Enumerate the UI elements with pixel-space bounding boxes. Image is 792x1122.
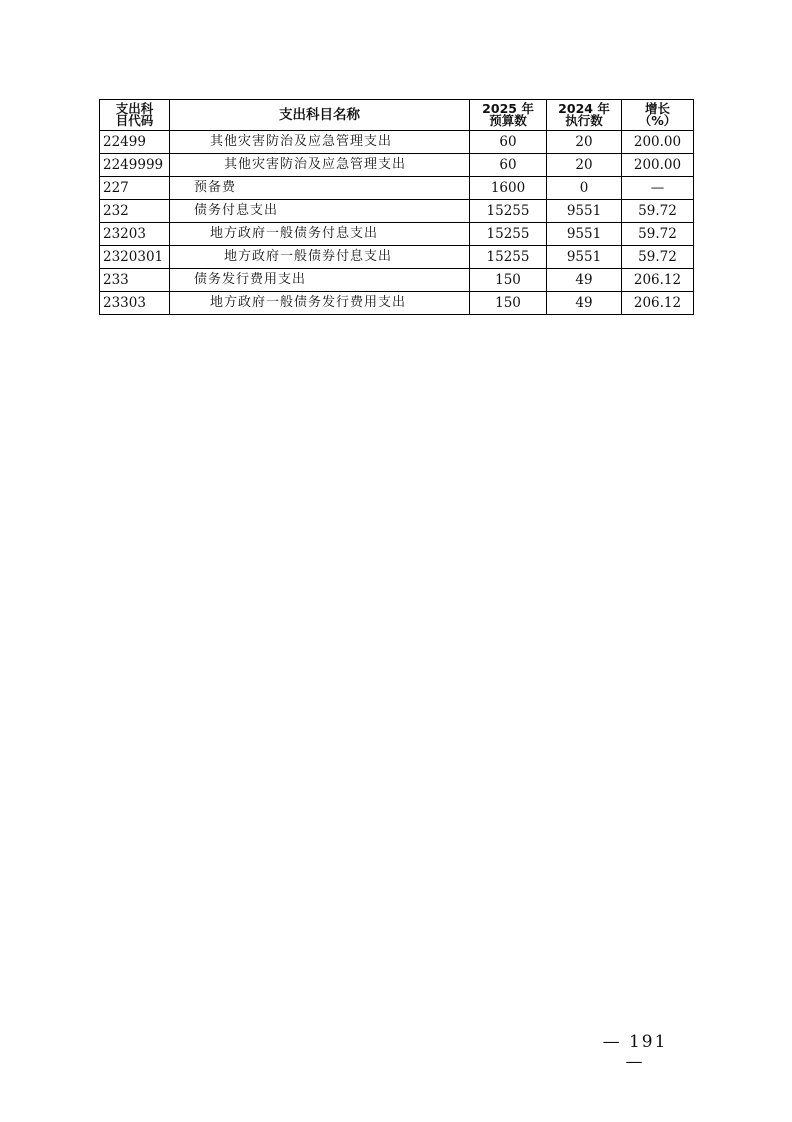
row-budget-2025: 150 — [470, 292, 547, 315]
row-name: 地方政府一般债务付息支出 — [170, 223, 470, 246]
table-row — [100, 246, 694, 269]
row-exec-2024: 20 — [547, 131, 622, 154]
row-code: 22499 — [100, 131, 170, 154]
row-code: 2249999 — [100, 154, 170, 177]
budget-expenditure-table — [99, 99, 694, 315]
table-row — [100, 131, 694, 154]
row-exec-2024: 9551 — [547, 223, 622, 246]
row-code: 233 — [100, 269, 170, 292]
row-exec-2024: 49 — [547, 269, 622, 292]
header-code: 支出科 目代码 — [100, 100, 170, 131]
row-code: 23303 — [100, 292, 170, 315]
row-growth: 206.12 — [622, 269, 694, 292]
row-exec-2024: 9551 — [547, 200, 622, 223]
row-growth: — — [622, 177, 694, 200]
table-row — [100, 292, 694, 315]
row-name: 预备费 — [170, 177, 470, 200]
table-row — [100, 269, 694, 292]
row-growth: 200.00 — [622, 154, 694, 177]
row-budget-2025: 15255 — [470, 246, 547, 269]
row-exec-2024: 49 — [547, 292, 622, 315]
row-budget-2025: 60 — [470, 131, 547, 154]
row-budget-2025: 150 — [470, 269, 547, 292]
row-name: 地方政府一般债务发行费用支出 — [170, 292, 470, 315]
row-growth: 59.72 — [622, 223, 694, 246]
row-name: 其他灾害防治及应急管理支出 — [170, 154, 470, 177]
row-budget-2025: 15255 — [470, 223, 547, 246]
row-growth: 59.72 — [622, 200, 694, 223]
row-code: 232 — [100, 200, 170, 223]
row-name: 债务付息支出 — [170, 200, 470, 223]
row-budget-2025: 15255 — [470, 200, 547, 223]
table-row — [100, 177, 694, 200]
row-growth: 59.72 — [622, 246, 694, 269]
row-growth: 206.12 — [622, 292, 694, 315]
row-exec-2024: 9551 — [547, 246, 622, 269]
page-number: — 191 — — [602, 1032, 668, 1072]
header-exec-2024: 2024 年 执行数 — [547, 100, 622, 131]
row-exec-2024: 0 — [547, 177, 622, 200]
table-row — [100, 154, 694, 177]
row-code: 2320301 — [100, 246, 170, 269]
table-row — [100, 200, 694, 223]
row-name: 地方政府一般债券付息支出 — [170, 246, 470, 269]
row-name: 其他灾害防治及应急管理支出 — [170, 131, 470, 154]
header-budget-2025: 2025 年 预算数 — [470, 100, 547, 131]
header-name: 支出科目名称 — [170, 100, 470, 131]
row-name: 债务发行费用支出 — [170, 269, 470, 292]
row-code: 23203 — [100, 223, 170, 246]
row-budget-2025: 60 — [470, 154, 547, 177]
row-budget-2025: 1600 — [470, 177, 547, 200]
table-row — [100, 223, 694, 246]
header-growth: 增长 （%） — [622, 100, 694, 131]
row-code: 227 — [100, 177, 170, 200]
row-growth: 200.00 — [622, 131, 694, 154]
row-exec-2024: 20 — [547, 154, 622, 177]
table-header-row — [100, 100, 694, 131]
